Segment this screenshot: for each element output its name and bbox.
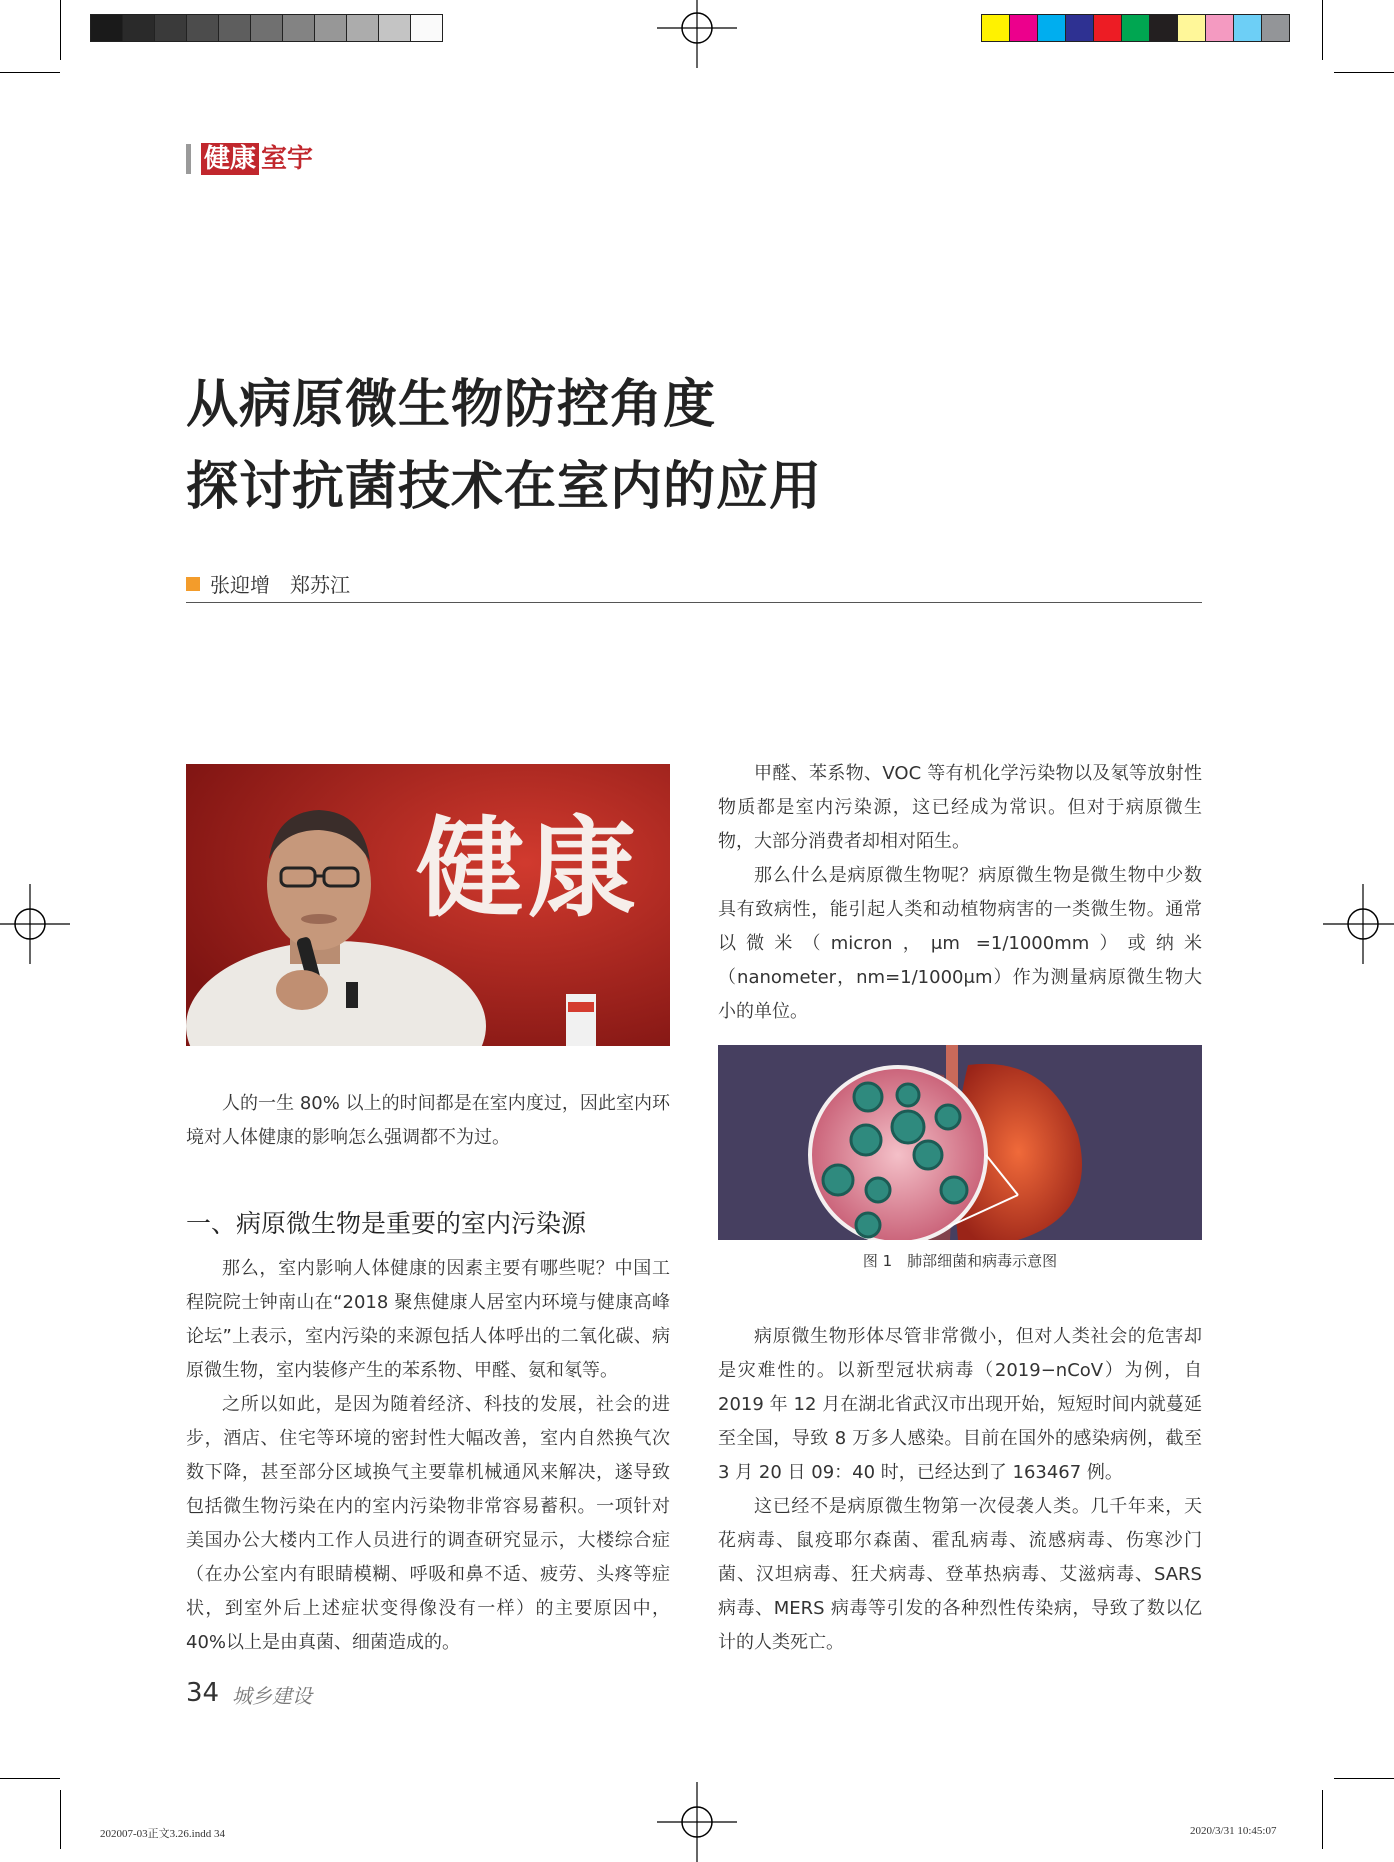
authors <box>186 569 350 598</box>
crop-mark <box>0 1778 60 1779</box>
article-title-line1: 从病原微生物防控角度 <box>186 375 717 435</box>
crop-mark <box>0 72 60 73</box>
section-tag-bar <box>186 144 191 174</box>
registration-mark-bottom <box>657 1782 737 1862</box>
left-paragraph-2: 之所以如此，是因为随着经济、科技的发展，社会的进步，酒店、住宅等环境的密封性大幅改善，室内自然换气次数下降，甚至部分区域换气主要靠机械通风来解决，遂导致包括微生物污染在内的室内污染物非常容易蓄积。一项针对美国办公大楼内工作人员进行的调查研究显示，大楼综合症（在办公室内有眼睛模糊、呼吸和鼻不适、疲劳、头疼等症状，到室外后上述症状变得像没有一样）的主要原因中，40%以上是由真菌、细菌造成的。 <box>186 1394 670 1653</box>
sign-text: 健康 <box>416 807 641 932</box>
section-tag <box>186 142 313 176</box>
registration-mark-left <box>0 884 70 964</box>
right-paragraph-3: 病原微生物形体尽管非常微小，但对人类社会的危害却是灾难性的。以新型冠状病毒（2019−nCoV）为例，自 2019 年 12 月在湖北省武汉市出现开始，短短时间内就蔓延至全国，导致 8 万多人感染。目前在国外的感染病例，截至 3 月 20 日 09：40 时，已经达到了 163467 例。 <box>718 1326 1202 1483</box>
right-paragraph-4: 这已经不是病原微生物第一次侵袭人类。几千年来，天花病毒、鼠疫耶尔森菌、霍乱病毒、流感病毒、伤寒沙门菌、汉坦病毒、狂犬病毒、登革热病毒、艾滋病毒、SARS 病毒、MERS 病毒等引发的各种烈性传染病，导致了数以亿计的人类死亡。 <box>718 1496 1202 1653</box>
crop-mark <box>1322 1790 1323 1849</box>
page-number: 34 <box>186 1678 220 1708</box>
author-square-icon <box>186 577 200 591</box>
magazine-name: 城乡建设 <box>232 1684 312 1708</box>
left-paragraph-1: 那么，室内影响人体健康的因素主要有哪些呢？中国工程院院士钟南山在“2018 聚焦健康人居室内环境与健康高峰论坛”上表示，室内污染的来源包括人体呼出的二氧化碳、病原微生物，室内装修产生的苯系物、甲醛、氨和氡等。 <box>186 1258 670 1381</box>
section-heading: 一、病原微生物是重要的室内污染源 <box>186 1209 587 1238</box>
crop-mark <box>1334 72 1394 73</box>
crop-mark <box>60 1790 61 1849</box>
author-names: 张迎增 郑苏江 <box>210 573 350 597</box>
left-column-body <box>186 1252 670 1660</box>
registration-mark-right <box>1323 884 1394 964</box>
right-column-top <box>718 757 1202 1029</box>
section-tag-highlight: 健康 <box>201 143 259 175</box>
crop-mark <box>1322 0 1323 60</box>
article-title-line2: 探讨抗菌技术在室内的应用 <box>186 457 823 517</box>
right-paragraph-2: 那么什么是病原微生物呢？病原微生物是微生物中少数具有致病性，能引起人类和动植物病害的一类微生物。通常以微米（micron，μm =1/1000mm）或纳米（nanometer，nm=1/1000μm）作为测量病原微生物大小的单位。 <box>718 865 1202 1022</box>
right-column-bottom <box>718 1320 1202 1660</box>
print-timestamp: 2020/3/31 10:45:07 <box>1190 1825 1277 1837</box>
intro-text: 人的一生 80% 以上的时间都是在室内度过，因此室内环境对人体健康的影响怎么强调都不为过。 <box>186 1093 670 1148</box>
portrait-photo <box>186 764 670 1046</box>
crop-mark <box>1334 1778 1394 1779</box>
author-divider <box>186 602 1202 603</box>
right-paragraph-1: 甲醛、苯系物、VOC 等有机化学污染物以及氡等放射性物质都是室内污染源，这已经成为常识。但对于病原微生物，大部分消费者却相对陌生。 <box>718 763 1202 852</box>
crop-mark <box>60 0 61 60</box>
lung-illustration <box>718 1045 1202 1240</box>
section-tag-rest: 室宇 <box>261 144 314 174</box>
registration-mark-top <box>657 0 737 68</box>
lung-virus-illustration <box>718 1045 1202 1240</box>
figure-caption: 图 1 肺部细菌和病毒示意图 <box>862 1252 1058 1270</box>
intro-paragraph <box>186 1087 670 1155</box>
file-info: 202007-03正文3.26.indd 34 <box>100 1828 225 1840</box>
